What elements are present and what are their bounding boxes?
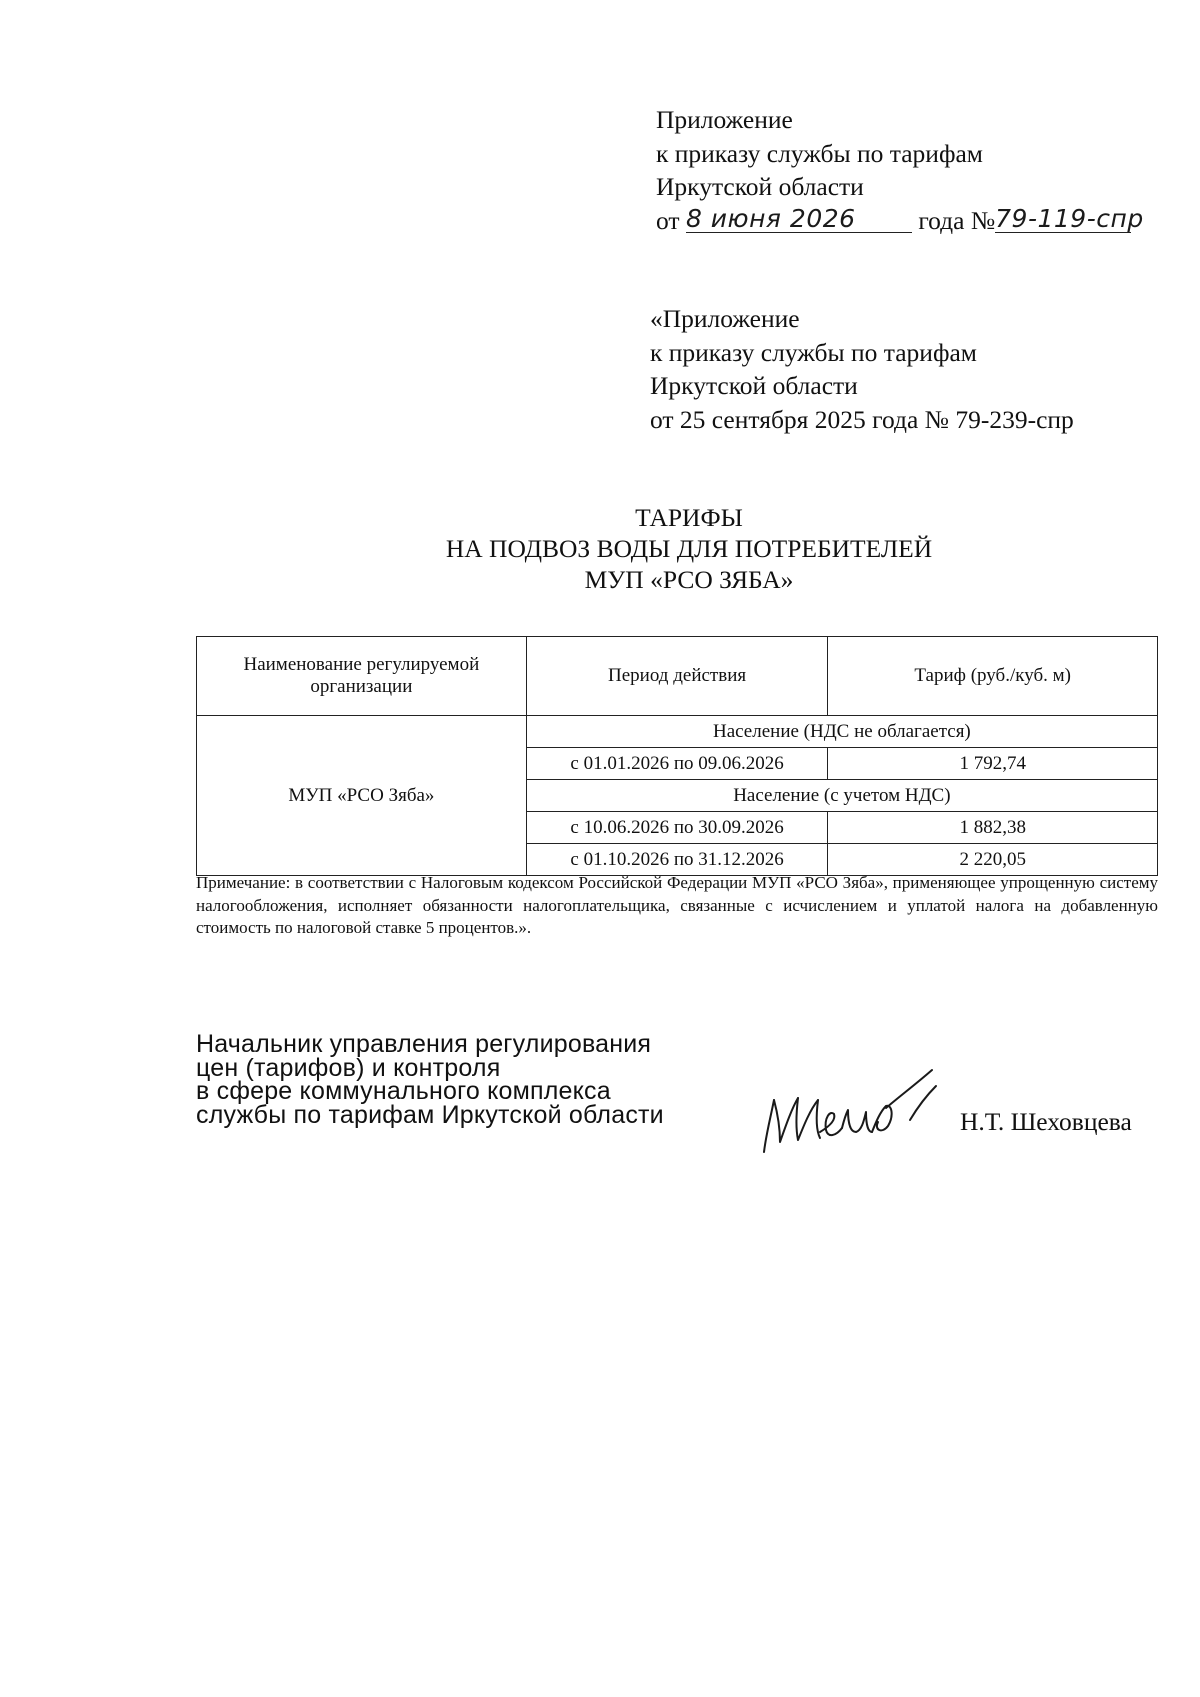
order-reference: к приказу службы по тарифам <box>656 138 983 168</box>
title-line-2: НА ПОДВОЗ ВОДЫ ДЛЯ ПОТРЕБИТЕЛЕЙ <box>445 534 933 563</box>
appendix-header-current <box>656 103 1144 237</box>
appendix-label: Приложение <box>656 105 793 134</box>
period-cell: с 01.10.2026 по 31.12.2026 <box>526 844 828 876</box>
prev-region-name: Иркутской области <box>650 371 858 400</box>
tariff-cell: 1 792,74 <box>828 748 1158 780</box>
group-label-cell: Население (НДС не облагается) <box>526 716 1157 748</box>
table-header-row <box>197 637 1158 716</box>
group-label-cell: Население (с учетом НДС) <box>526 780 1157 812</box>
signer-line-3: в сфере коммунального комплекса <box>196 1077 611 1105</box>
title-line-1: ТАРИФЫ <box>635 503 743 532</box>
tariff-table <box>196 636 1158 876</box>
prev-order-date: от 25 сентября 2025 года № 79-239-спр <box>650 404 1074 434</box>
signer-position <box>196 1030 664 1129</box>
tariff-cell: 2 220,05 <box>828 844 1158 876</box>
handwritten-signature <box>760 1060 980 1160</box>
date-suffix: года № <box>918 205 996 235</box>
date-prefix: от <box>656 205 680 235</box>
order-date-line <box>656 203 1144 238</box>
signer-line-2: цен (тарифов) и контроля <box>196 1053 501 1082</box>
prev-order-reference: к приказу службы по тарифам <box>650 337 977 367</box>
table-row <box>197 716 1158 748</box>
signer-line-1: Начальник управления регулирования <box>196 1030 652 1058</box>
period-cell: с 01.01.2026 по 09.06.2026 <box>526 748 828 780</box>
prev-appendix-label: «Приложение <box>650 304 800 333</box>
region-name: Иркутской области <box>656 172 864 201</box>
tariff-cell: 1 882,38 <box>828 812 1158 844</box>
document-title <box>0 502 1200 595</box>
column-header-period: Период действия <box>526 637 828 716</box>
handwritten-date: 8 июня 2026 <box>685 203 856 233</box>
title-line-3: МУП «РСО ЗЯБА» <box>584 565 794 594</box>
signer-line-4: службы по тарифам Иркутской области <box>196 1100 664 1129</box>
date-field <box>685 203 912 233</box>
handwritten-number: 79-119-спр <box>995 203 1144 233</box>
column-header-tariff: Тариф (руб./куб. м) <box>828 637 1158 716</box>
signer-name: Н.Т. Шеховцева <box>960 1107 1132 1136</box>
appendix-header-previous <box>650 302 1074 436</box>
number-field <box>995 203 1144 233</box>
column-header-organization: Наименование регулируемой организации <box>197 637 527 716</box>
organization-cell: МУП «РСО Зяба» <box>197 716 527 876</box>
period-cell: с 10.06.2026 по 30.09.2026 <box>526 812 828 844</box>
table-note: Примечание: в соответствии с Налоговым кодексом Российской Федерации МУП «РСО Зяба», применяющее упрощенную систему налогообложения, исполняет обязанности налогоплательщика, связанные с исчислением и уплатой налога на добавленную стоимость по налоговой ставке 5 процентов.». <box>196 873 1158 937</box>
